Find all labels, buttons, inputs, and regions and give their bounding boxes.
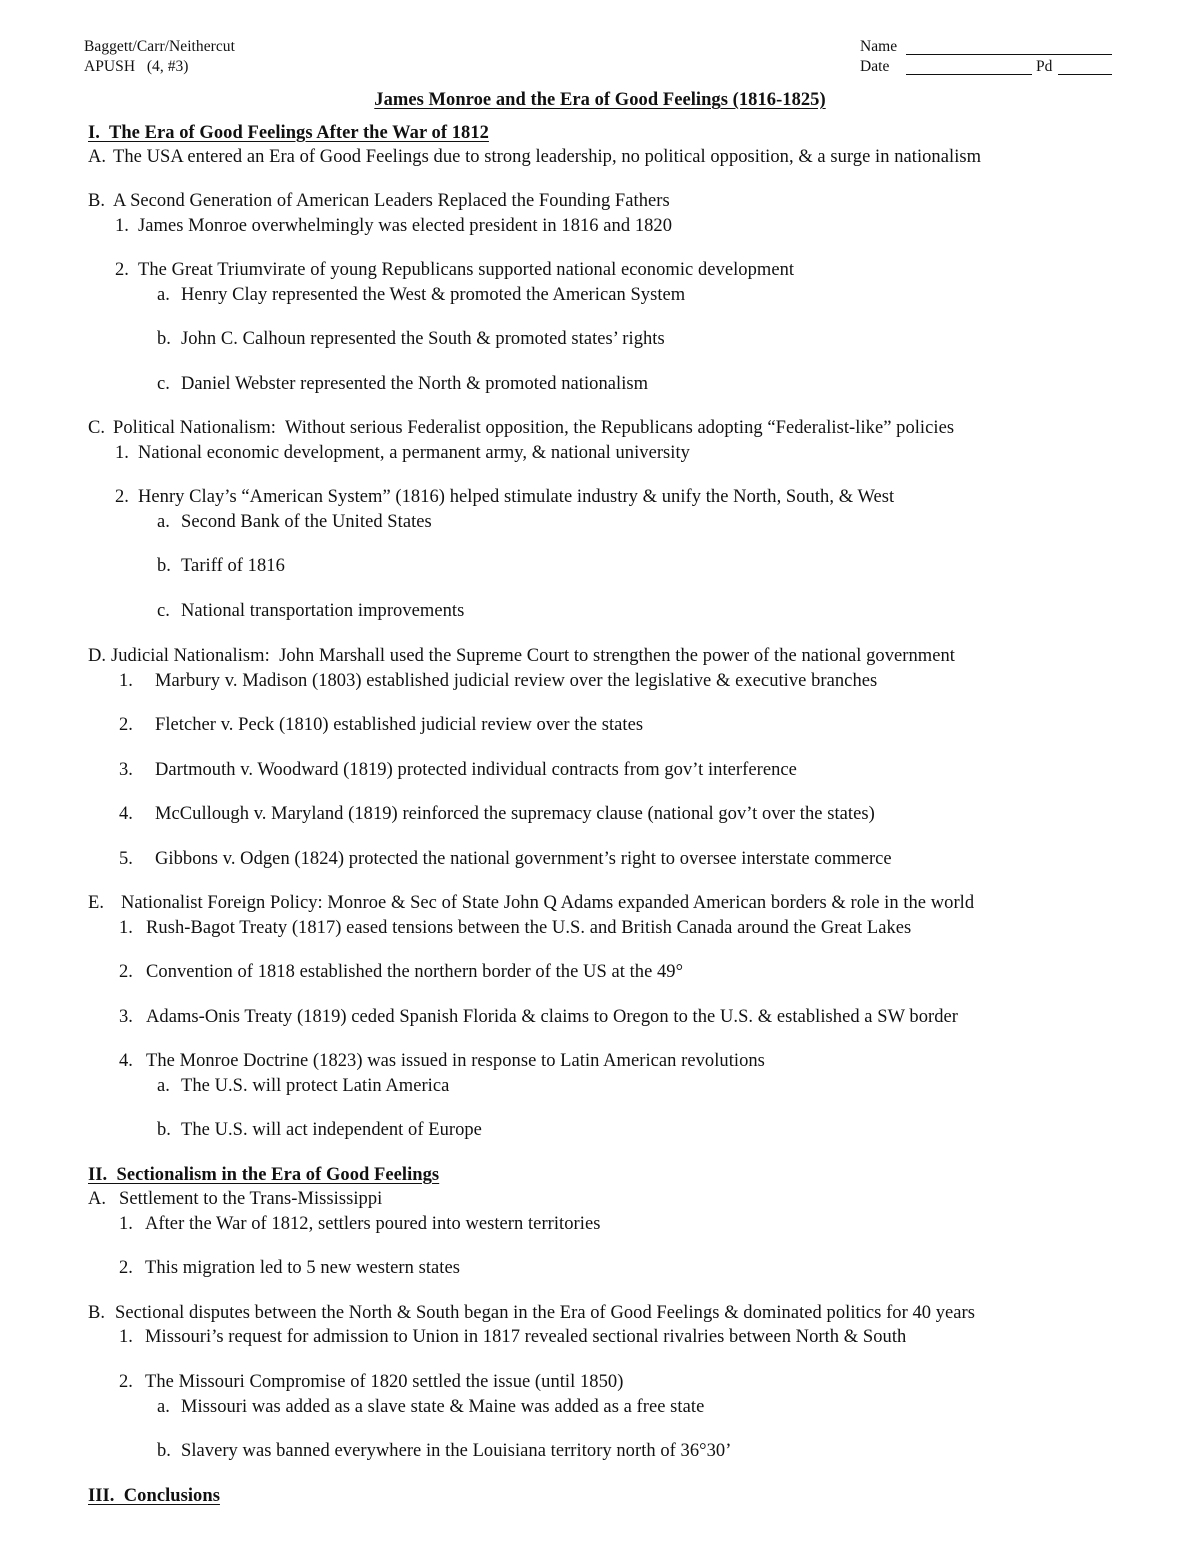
outline-item-text: Convention of 1818 established the northern border of the US at the 49°: [146, 962, 684, 982]
outline-label: c.: [157, 601, 170, 621]
outline-item-text: Settlement to the Trans-Mississippi: [119, 1189, 383, 1209]
outline-label: 2.: [119, 962, 133, 982]
outline-label: 1.: [115, 216, 129, 236]
section-heading: I. The Era of Good Feelings After the War of 1812: [88, 123, 489, 143]
outline-item-text: After the War of 1812, settlers poured into western territories: [145, 1214, 601, 1234]
period-field[interactable]: [1058, 74, 1112, 75]
outline-label: 2.: [119, 1372, 133, 1392]
page-title: James Monroe and the Era of Good Feelings (1816-1825): [374, 90, 826, 110]
outline-item-text: The Missouri Compromise of 1820 settled the issue (until 1850): [145, 1372, 624, 1392]
outline-item-text: The Monroe Doctrine (1823) was issued in response to Latin American revolutions: [146, 1051, 765, 1071]
outline-label: B.: [88, 1303, 106, 1323]
outline-item-text: Henry Clay represented the West & promoted the American System: [181, 285, 686, 305]
outline-item-text: John C. Calhoun represented the South & promoted states’ rights: [181, 329, 665, 349]
outline-label: 1.: [119, 918, 133, 938]
outline-label: 3.: [119, 1007, 133, 1027]
date-field[interactable]: [906, 74, 1032, 75]
outline-item-text: Rush-Bagot Treaty (1817) eased tensions between the U.S. and British Canada around the Great Lakes: [146, 918, 912, 938]
outline-label: 2.: [115, 260, 129, 280]
outline-label: b.: [157, 1441, 171, 1461]
outline-label: a.: [157, 512, 170, 532]
outline-item-text: The Great Triumvirate of young Republicans supported national economic development: [138, 260, 795, 280]
outline-label: 2.: [119, 715, 133, 735]
outline-item-text: The U.S. will protect Latin America: [181, 1076, 450, 1096]
outline-item-text: Daniel Webster represented the North & promoted nationalism: [181, 374, 649, 394]
outline-label: A.: [88, 1189, 107, 1209]
outline-label: b.: [157, 1120, 171, 1140]
outline-item-text: Fletcher v. Peck (1810) established judicial review over the states: [155, 715, 644, 735]
outline-item-text: Tariff of 1816: [181, 556, 285, 576]
outline-item-text: The U.S. will act independent of Europe: [181, 1120, 482, 1140]
authors: Baggett/Carr/Neithercut: [84, 38, 235, 55]
date-label: Date: [860, 58, 890, 75]
outline-item-text: National transportation improvements: [181, 601, 465, 621]
course-label: APUSH (4, #3): [84, 58, 189, 75]
outline-item-text: Second Bank of the United States: [181, 512, 432, 532]
outline-item-text: The USA entered an Era of Good Feelings due to strong leadership, no political opposition, & a surge in nationalism: [113, 147, 982, 167]
outline-item-text: A Second Generation of American Leaders Replaced the Founding Fathers: [113, 191, 670, 211]
outline-label: 1.: [119, 1214, 133, 1234]
outline-label: b.: [157, 329, 171, 349]
outline-item-text: Judicial Nationalism: John Marshall used the Supreme Court to strengthen the power of the national government: [111, 646, 955, 666]
section-heading: II. Sectionalism in the Era of Good Feelings: [88, 1165, 440, 1185]
outline-label: 2.: [115, 487, 129, 507]
outline-label: 5.: [119, 849, 133, 869]
outline-label: E.: [88, 893, 105, 913]
outline-item-text: Marbury v. Madison (1803) established judicial review over the legislative & executive branches: [155, 671, 878, 691]
outline-item-text: Henry Clay’s “American System” (1816) helped stimulate industry & unify the North, South, & West: [138, 487, 895, 507]
name-field[interactable]: [906, 54, 1112, 55]
outline-item-text: McCullough v. Maryland (1819) reinforced the supremacy clause (national gov’t over the states): [155, 804, 875, 824]
outline-item-text: National economic development, a permanent army, & national university: [138, 443, 690, 463]
outline-item-text: James Monroe overwhelmingly was elected president in 1816 and 1820: [138, 216, 673, 236]
outline-label: c.: [157, 374, 170, 394]
outline-item-text: Gibbons v. Odgen (1824) protected the national government’s right to oversee interstate commerce: [155, 849, 892, 869]
outline-item-text: Dartmouth v. Woodward (1819) protected individual contracts from gov’t interference: [155, 760, 797, 780]
outline-item-text: Nationalist Foreign Policy: Monroe & Sec of State John Q Adams expanded American borders & role in the world: [121, 893, 975, 913]
outline-item-text: Slavery was banned everywhere in the Louisiana territory north of 36°30’: [181, 1441, 732, 1461]
outline-item-text: Political Nationalism: Without serious Federalist opposition, the Republicans adopting “Federalist-like” policies: [113, 418, 955, 438]
outline-label: 4.: [119, 804, 133, 824]
outline-label: 1.: [119, 1327, 133, 1347]
outline-label: 4.: [119, 1051, 133, 1071]
section-heading: III. Conclusions: [88, 1486, 220, 1506]
period-label: Pd: [1036, 58, 1053, 75]
outline-item-text: Missouri was added as a slave state & Maine was added as a free state: [181, 1397, 705, 1417]
name-label: Name: [860, 38, 898, 55]
outline-item-text: Missouri’s request for admission to Union in 1817 revealed sectional rivalries between North & South: [145, 1327, 907, 1347]
outline-label: B.: [88, 191, 106, 211]
outline-label: 3.: [119, 760, 133, 780]
outline-label: 1.: [115, 443, 129, 463]
outline-item-text: Adams-Onis Treaty (1819) ceded Spanish Florida & claims to Oregon to the U.S. & established a SW border: [146, 1007, 959, 1027]
outline-label: a.: [157, 1397, 170, 1417]
outline-label: 2.: [119, 1258, 133, 1278]
outline-item-text: This migration led to 5 new western states: [145, 1258, 460, 1278]
outline-label: 1.: [119, 671, 133, 691]
outline-label: b.: [157, 556, 171, 576]
outline-label: a.: [157, 285, 170, 305]
outline-label: A.: [88, 147, 107, 167]
outline-item-text: Sectional disputes between the North & South began in the Era of Good Feelings & dominated politics for 40 years: [115, 1303, 976, 1323]
outline-label: a.: [157, 1076, 170, 1096]
outline-label: C.: [88, 418, 106, 438]
outline-label: D.: [88, 646, 107, 666]
